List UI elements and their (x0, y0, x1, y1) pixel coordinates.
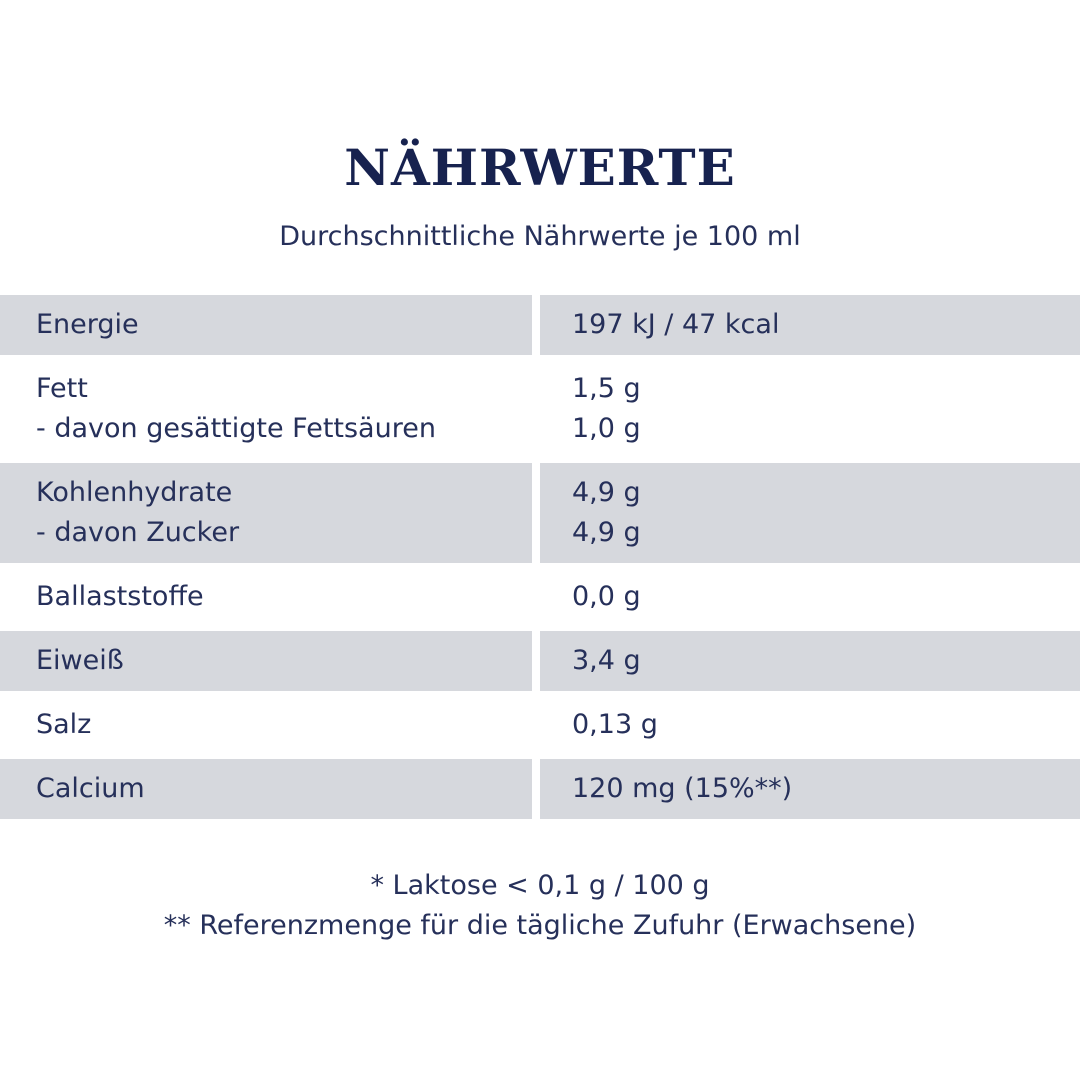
row-label-cell (0, 695, 532, 755)
row-sublabel: - davon Zucker (36, 517, 240, 548)
row-value: 120 mg (15%**) (572, 773, 793, 804)
row-label-cell (0, 359, 532, 459)
footnotes (0, 866, 1080, 946)
nutrition-table (0, 295, 1080, 823)
row-label: Eiweiß (36, 645, 124, 676)
row-value-cell (540, 359, 1080, 459)
page-title: NÄHRWERTE (344, 138, 736, 197)
row-label-cell (0, 759, 532, 819)
row-label-cell (0, 463, 532, 563)
table-row-calcium (0, 759, 1080, 819)
row-value: 1,5 g (572, 373, 641, 404)
row-value-cell (540, 631, 1080, 691)
row-label-cell (0, 631, 532, 691)
row-sublabel: - davon gesättigte Fettsäuren (36, 413, 436, 444)
row-label: Energie (36, 309, 139, 340)
row-value: 4,9 g (572, 477, 641, 508)
table-row-eiweiss (0, 631, 1080, 691)
row-label: Salz (36, 709, 92, 740)
footnote-lactose: * Laktose < 0,1 g / 100 g (370, 870, 710, 901)
table-row-fett (0, 359, 1080, 459)
row-label-cell (0, 567, 532, 627)
table-row-ballaststoffe (0, 567, 1080, 627)
row-value: 197 kJ / 47 kcal (572, 309, 780, 340)
row-subvalue: 4,9 g (572, 517, 641, 548)
row-value-cell (540, 759, 1080, 819)
row-label-cell (0, 295, 532, 355)
row-subvalue: 1,0 g (572, 413, 641, 444)
row-label: Kohlenhydrate (36, 477, 233, 508)
row-value-cell (540, 567, 1080, 627)
row-value: 3,4 g (572, 645, 641, 676)
row-label: Ballaststoffe (36, 581, 204, 612)
table-row-kohlenhydrate (0, 463, 1080, 563)
page-subtitle: Durchschnittliche Nährwerte je 100 ml (279, 221, 801, 252)
table-row-energie (0, 295, 1080, 355)
row-label: Calcium (36, 773, 145, 804)
row-value-cell (540, 463, 1080, 563)
footnote-reference-intake: ** Referenzmenge für die tägliche Zufuhr (Erwachsene) (163, 910, 917, 941)
row-label: Fett (36, 373, 88, 404)
row-value: 0,0 g (572, 581, 641, 612)
row-value: 0,13 g (572, 709, 658, 740)
row-value-cell (540, 695, 1080, 755)
table-row-salz (0, 695, 1080, 755)
row-value-cell (540, 295, 1080, 355)
